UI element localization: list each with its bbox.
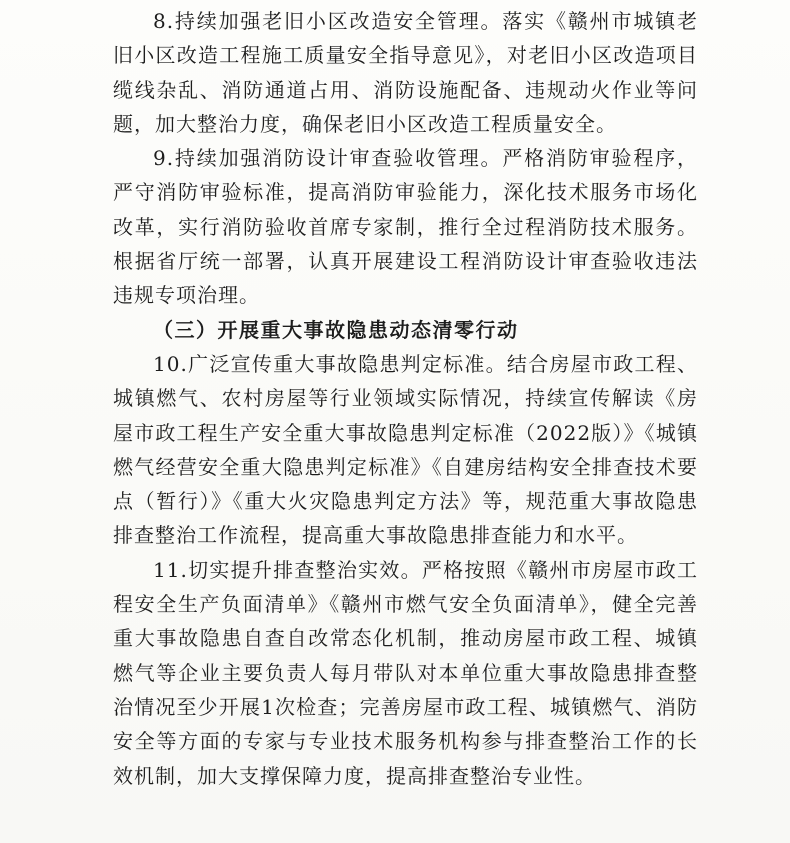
paragraph-item-10: 10.广泛宣传重大事故隐患判定标准。结合房屋市政工程、城镇燃气、农村房屋等行业领域实际情况，持续宣传解读《房屋市政工程生产安全重大事故隐患判定标准（2022版）》《城镇燃气经营安全重大隐患判定标准》《自建房结构安全排查技术要点（暂行）》《重大火灾隐患判定方法》等，规范重大事故隐患排查整治工作流程，提高重大事故隐患排查能力和水平。 <box>113 351 698 548</box>
document-body <box>113 4 698 793</box>
paragraph-item-9: 9.持续加强消防设计审查验收管理。严格消防审验程序，严守消防审验标准，提高消防审验能力，深化技术服务市场化改革，实行消防验收首席专家制，推行全过程消防技术服务。根据省厅统一部署，认真开展建设工程消防设计审查验收违法违规专项治理。 <box>113 146 698 308</box>
paragraph-item-11: 11.切实提升排查整治实效。严格按照《赣州市房屋市政工程安全生产负面清单》《赣州市燃气安全负面清单》，健全完善重大事故隐患自查自改常态化机制，推动房屋市政工程、城镇燃气等企业主要负责人每月带队对本单位重大事故隐患排查整治情况至少开展1次检查；完善房屋市政工程、城镇燃气、消防安全等方面的专家与专业技术服务机构参与排查整治工作的长效机制，加大支撑保障力度，提高排查整治专业性。 <box>113 557 698 788</box>
paragraph-item-8: 8.持续加强老旧小区改造安全管理。落实《赣州市城镇老旧小区改造工程施工质量安全指导意见》，对老旧小区改造项目缆线杂乱、消防通道占用、消防设施配备、违规动火作业等问题，加大整治力度，确保老旧小区改造工程质量安全。 <box>113 9 698 136</box>
section-heading-3: （三）开展重大事故隐患动态清零行动 <box>153 317 519 342</box>
